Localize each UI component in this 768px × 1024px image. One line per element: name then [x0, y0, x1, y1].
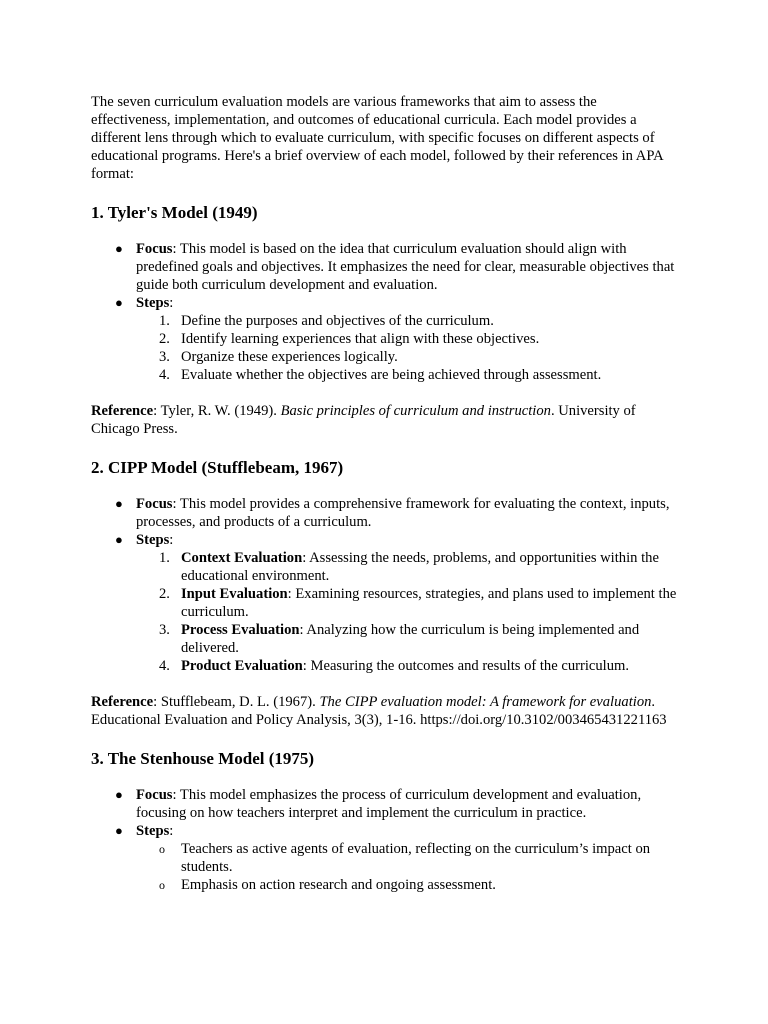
bullet-icon: ●: [115, 787, 123, 802]
step-term: Product Evaluation: [181, 658, 303, 674]
steps-list: [136, 312, 678, 384]
step-text: : Measuring the outcomes and results of the curriculum.: [302, 658, 630, 674]
section-heading: 3. The Stenhouse Model (1975): [91, 749, 315, 768]
reference-paragraph: [91, 402, 678, 438]
step-item: [159, 621, 678, 657]
model-cipp: [91, 457, 678, 729]
reference-label: Reference: [91, 403, 154, 419]
step-term: Input Evaluation: [181, 586, 288, 602]
steps-label: Steps: [136, 532, 170, 548]
bullet-list: [91, 240, 678, 384]
reference-before: : Tyler, R. W. (1949).: [153, 403, 281, 419]
sub-item: [159, 876, 678, 894]
step-text: Identify learning experiences that align with these objectives.: [181, 331, 540, 347]
reference-before: : Stufflebeam, D. L. (1967).: [153, 694, 320, 710]
step-number: 1.: [159, 550, 170, 566]
model-stenhouse: [91, 748, 678, 894]
step-text: : Examining resources, strategies, and plans used to implement the curriculum.: [181, 586, 677, 620]
steps-item: ● Steps: 1. Context Evaluation: Assessing the needs, problems, and opportunities within the educational environment. 2. Input Evaluation: Examining resources, strategies, and plans used to implement the curriculum. 3. Process Evaluation: Analyzing how the curriculum is being implemented and delivered. 4. Product Evaluation: Measuring the outcomes and results of the curriculum.: [115, 532, 677, 674]
step-number: 2.: [159, 331, 170, 347]
step-text: Organize these experiences logically.: [181, 349, 398, 365]
step-item: [159, 549, 678, 585]
sub-item: [159, 840, 678, 876]
bullet-list: [91, 495, 678, 675]
steps-label: Steps: [136, 823, 170, 839]
sub-text: Emphasis on action research and ongoing assessment.: [181, 877, 496, 893]
focus-label: Focus: [136, 787, 173, 803]
bullet-list: [91, 786, 678, 894]
step-number: 3.: [159, 622, 170, 638]
bullet-icon: ●: [115, 496, 123, 511]
focus-label: Focus: [136, 496, 173, 512]
focus-item: [115, 495, 678, 531]
bullet-icon: ●: [115, 823, 123, 838]
reference-title: The CIPP evaluation model: A framework for evaluation: [319, 694, 652, 710]
steps-label: Steps: [136, 295, 170, 311]
step-item: [159, 330, 678, 348]
reference-title: Basic principles of curriculum and instruction: [280, 403, 551, 419]
step-term: Process Evaluation: [181, 622, 300, 638]
step-number: 4.: [159, 367, 170, 383]
step-item: [159, 312, 678, 330]
reference-label: Reference: [91, 694, 154, 710]
reference-paragraph: [91, 693, 678, 729]
section-heading: 2. CIPP Model (Stufflebeam, 1967): [91, 458, 344, 477]
sub-text: Teachers as active agents of evaluation, reflecting on the curriculum’s impact on students.: [181, 841, 651, 875]
bullet-icon: ●: [115, 241, 123, 256]
step-number: 4.: [159, 658, 170, 674]
step-text: Define the purposes and objectives of the curriculum.: [181, 313, 494, 329]
steps-item: ● Steps: o Teachers as active agents of evaluation, reflecting on the curriculum’s impact on students. o Emphasis on action research and ongoing assessment.: [136, 822, 678, 894]
step-term: Context Evaluation: [181, 550, 303, 566]
focus-label: Focus: [136, 241, 173, 257]
bullet-icon: ●: [115, 532, 123, 547]
step-item: [159, 657, 678, 675]
step-number: 3.: [159, 349, 170, 365]
focus-text: : This model is based on the idea that curriculum evaluation should align with predefined goals and objectives. It emphasizes the need for clear, measurable objectives that guide both curriculum development and evaluation.: [136, 241, 675, 293]
steps-item: ● Steps: 1. Define the purposes and objectives of the curriculum. 2. Identify learning experiences that align with these objectives. 3. Organize these experiences logically. 4. Evaluate whether the objectives are being achieved through assessment.: [136, 294, 678, 384]
steps-list: [136, 549, 678, 675]
sub-bullet-list: [136, 840, 678, 894]
reference-after: . University of Chicago Press.: [91, 403, 636, 437]
step-item: [159, 366, 678, 384]
step-text: : Assessing the needs, problems, and opportunities within the educational environment.: [181, 550, 659, 584]
section-heading: 1. Tyler's Model (1949): [91, 203, 258, 222]
step-item: [159, 585, 678, 621]
intro-paragraph: The seven curriculum evaluation models are various frameworks that aim to assess the effectiveness, implementation, and outcomes of educational curricula. Each model provides a different lens through which to evaluate curriculum, with specific focuses on different aspects of educational programs. Here's a brief overview of each model, followed by their references in APA format:: [91, 94, 663, 182]
reference-after: . Educational Evaluation and Policy Analysis, 3(3), 1-16. https://doi.org/10.3102/003465431221163: [91, 694, 667, 728]
model-tyler: [91, 202, 678, 438]
focus-text: : This model provides a comprehensive framework for evaluating the context, inputs, processes, and products of a curriculum.: [136, 496, 670, 530]
bullet-icon: ●: [115, 295, 123, 310]
circle-bullet-icon: o: [159, 842, 165, 856]
step-text: : Analyzing how the curriculum is being implemented and delivered.: [181, 622, 640, 656]
step-number: 1.: [159, 313, 170, 329]
step-item: [159, 348, 678, 366]
circle-bullet-icon: o: [159, 878, 165, 892]
focus-item: [115, 240, 678, 294]
focus-text: : This model emphasizes the process of curriculum development and evaluation, focusing on how teachers interpret and implement the curriculum in practice.: [136, 787, 642, 821]
focus-item: [115, 786, 678, 822]
step-text: Evaluate whether the objectives are being achieved through assessment.: [181, 367, 602, 383]
step-number: 2.: [159, 586, 170, 602]
